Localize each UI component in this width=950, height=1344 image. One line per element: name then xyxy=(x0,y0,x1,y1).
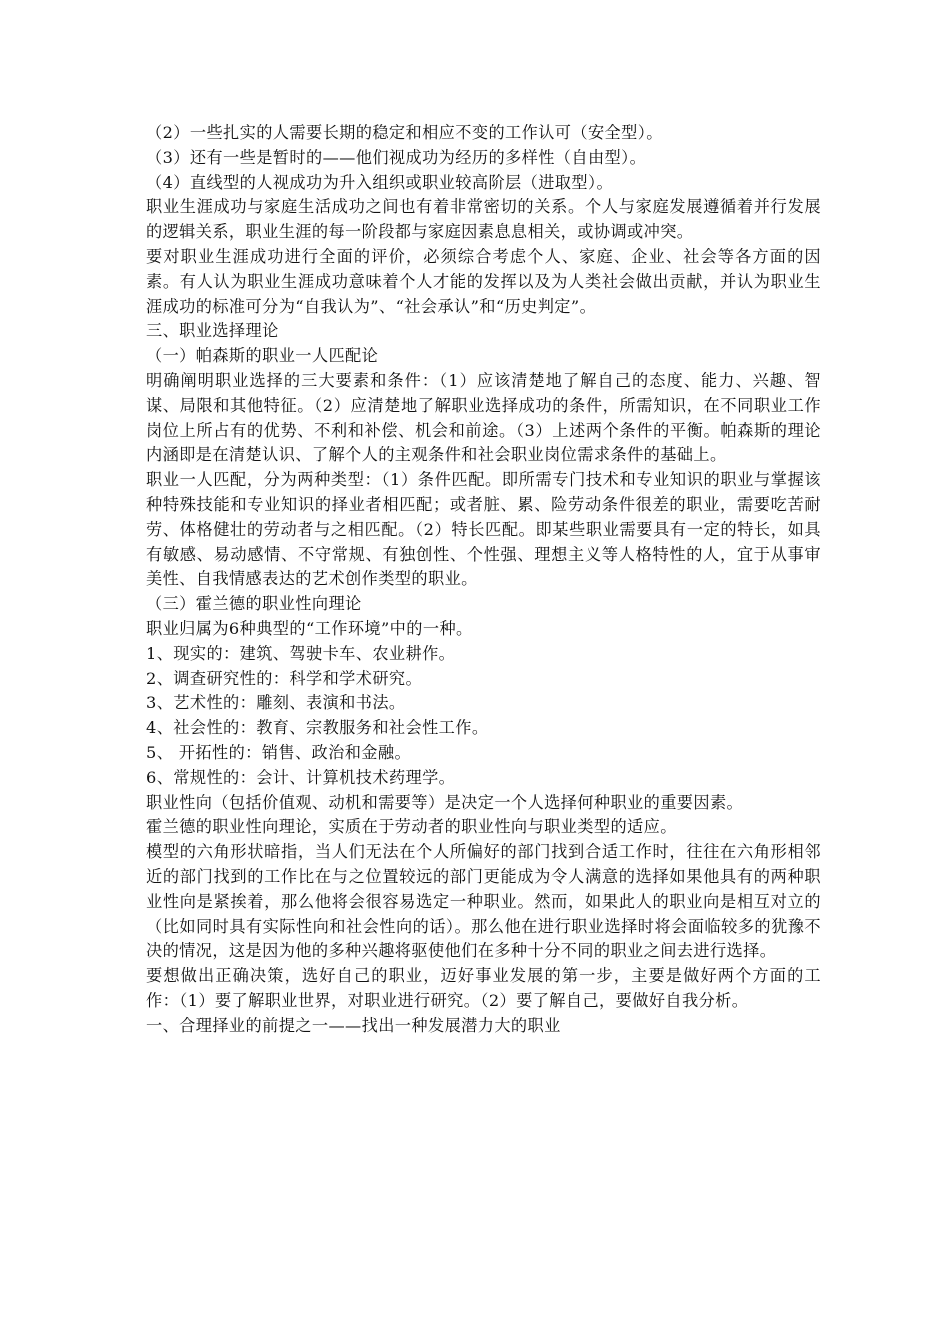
subsection-heading-parsons: （一）帕森斯的职业一人匹配论 xyxy=(146,346,379,366)
list-item-free-type: （3）还有一些是暂时的——他们视成功为经历的多样性（自由型）。 xyxy=(146,147,647,167)
paragraph-correct-decision: 要想做出正确决策，选好自己的职业，迈好事业发展的第一步，主要是做好两个方面的工作：（1）要了解职业世界，对职业进行研究。（2）要了解自己，要做好自我分析。 xyxy=(146,966,821,1010)
list-item-realistic: 1、现实的：建筑、驾驶卡车、农业耕作。 xyxy=(146,643,456,663)
list-item-investigative: 2、调查研究性的：科学和学术研究。 xyxy=(146,668,423,688)
list-item-conventional: 6、常规性的：会计、计算机技术药理学。 xyxy=(146,767,456,787)
paragraph-person-job-match: 职业一人匹配，分为两种类型：（1）条件匹配。即所需专门技术和专业知识的职业与掌握该种特殊技能和专业知识的择业者相匹配；或者脏、累、险劳动条件很差的职业，需要吃苦耐劳、体格健壮的劳动者与之相匹配。（2）特长匹配。即某些职业需要具有一定的特长，如具有敏感、易动感情、不守常规、有独创性、个性强、理想主义等人格特性的人，宜于从事审美性、自我情感表达的艺术创作类型的职业。 xyxy=(146,470,821,589)
paragraph-career-evaluation: 要对职业生涯成功进行全面的评价，必须综合考虑个人、家庭、企业、社会等各方面的因素。有人认为职业生涯成功意味着个人才能的发挥以及为人类社会做出贡献，并认为职业生涯成功的标准可分为“自我认为”、“社会承认”和“历史判定”。 xyxy=(146,246,821,316)
section-heading-career-choice-theory: 三、职业选择理论 xyxy=(146,321,279,341)
list-item-stable-type: （2）一些扎实的人需要长期的稳定和相应不变的工作认可（安全型）。 xyxy=(146,123,663,142)
section-heading-career-potential: 一、合理择业的前提之一——找出一种发展潜力大的职业 xyxy=(146,1015,561,1035)
paragraph-work-environments: 职业归属为6种典型的“工作环境”中的一种。 xyxy=(146,618,473,638)
paragraph-orientation-importance: 职业性向（包括价值观、动机和需要等）是决定一个人选择何种职业的重要因素。 xyxy=(146,792,744,812)
list-item-artistic: 3、艺术性的：雕刻、表演和书法。 xyxy=(146,693,406,713)
paragraph-holland-essence: 霍兰德的职业性向理论，实质在于劳动者的职业性向与职业类型的适应。 xyxy=(146,817,677,837)
list-item-enterprising: 5、 开拓性的：销售、政治和金融。 xyxy=(146,742,412,762)
paragraph-parsons-factors: 明确阐明职业选择的三大要素和条件：（1）应该清楚地了解自己的态度、能力、兴趣、智谋、局限和其他特征。（2）应清楚地了解职业选择成功的条件，所需知识，在不同职业工作岗位上所占有的优势、不利和补偿、机会和前途。（3）上述两个条件的平衡。帕森斯的理论内涵即是在清楚认识、了解个人的主观条件和社会职业岗位需求条件的基础上。 xyxy=(146,370,821,465)
subsection-heading-holland: （三）霍兰德的职业性向理论 xyxy=(146,594,362,614)
paragraph-career-family: 职业生涯成功与家庭生活成功之间也有着非常密切的关系。个人与家庭发展遵循着并行发展的逻辑关系，职业生涯的每一阶段都与家庭因素息息相关，或协调或冲突。 xyxy=(146,197,821,242)
paragraph-hexagon-model: 模型的六角形状暗指，当人们无法在个人所偏好的部门找到合适工作时，往往在六角形相邻近的部门找到的工作比在与之位置较远的部门更能成为令人满意的选择如果他具有的两种职业性向是紧挨着，那么他将会很容易选定一种职业。然而，如果此人的职业向是相互对立的（比如同时具有实际性向和社会性向的话）。那么他在进行职业选择时将会面临较多的犹豫不决的情况，这是因为他的多种兴趣将驱使他们在多种十分不同的职业之间去进行选择。 xyxy=(146,842,821,961)
list-item-progressive-type: （4）直线型的人视成功为升入组织或职业较高阶层（进取型）。 xyxy=(146,172,614,192)
document-body xyxy=(146,121,821,1038)
list-item-social: 4、社会性的：教育、宗教服务和社会性工作。 xyxy=(146,718,489,738)
